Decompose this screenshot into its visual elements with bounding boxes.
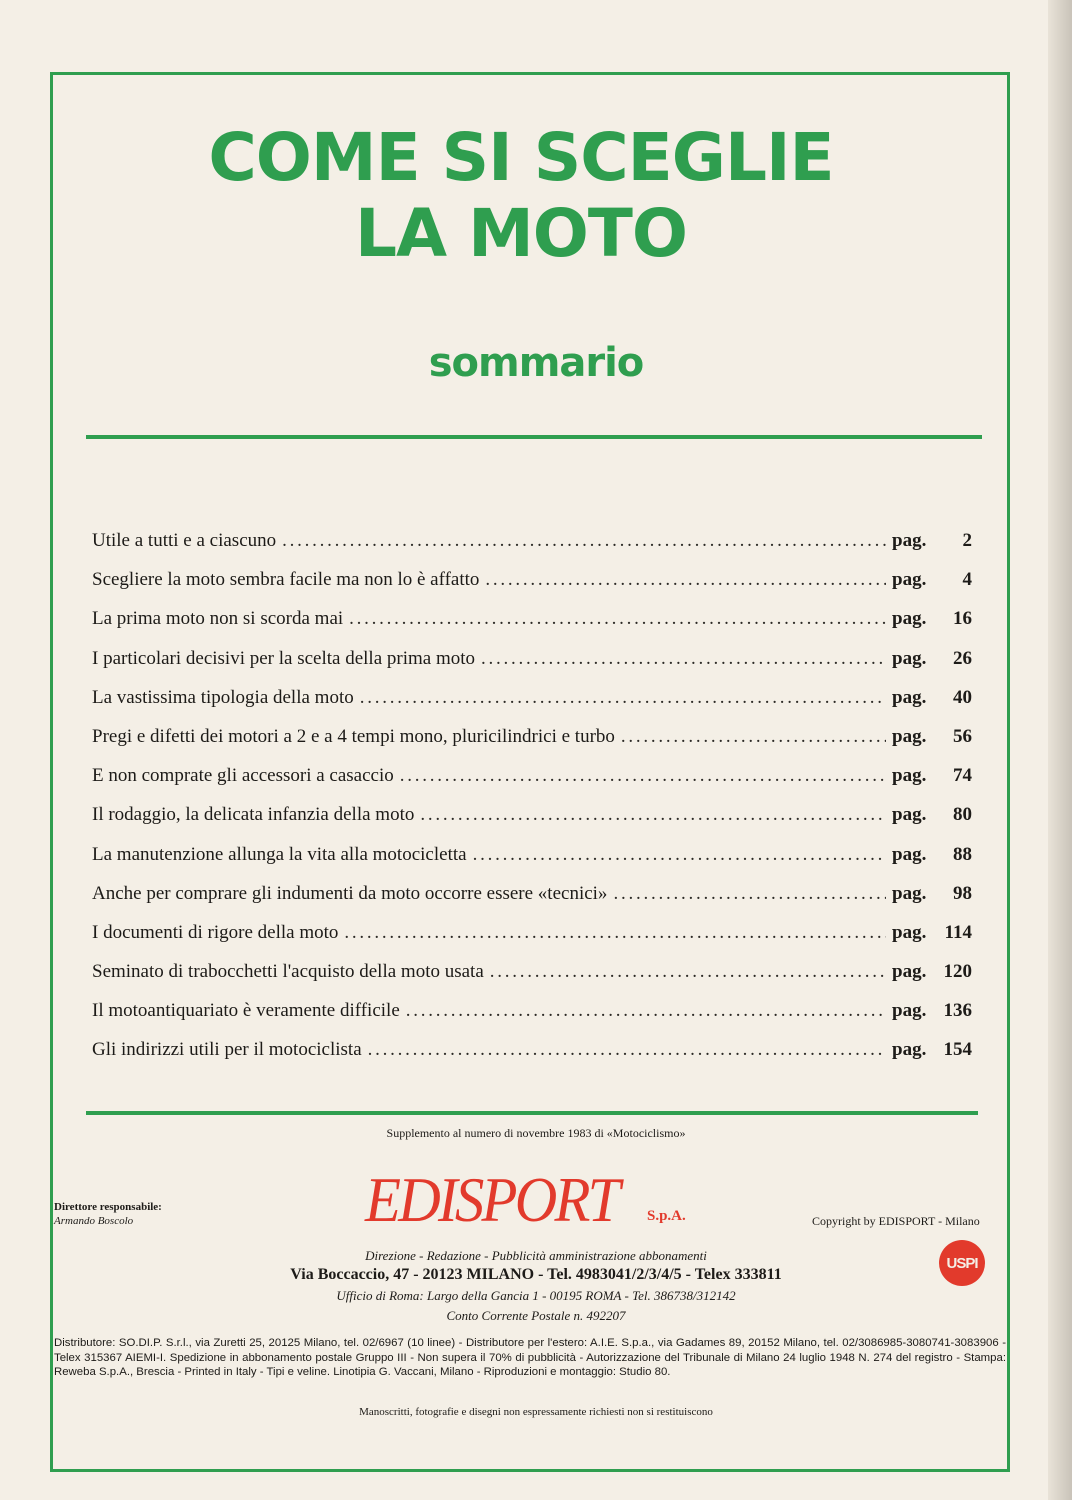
toc-leader-dots <box>613 883 886 905</box>
logo-suffix: S.p.A. <box>647 1208 686 1224</box>
toc-leader-dots <box>349 608 886 630</box>
toc-entry <box>92 1000 972 1039</box>
address-line-2: Via Boccaccio, 47 - 20123 MILANO - Tel. 4983041/2/3/4/5 - Telex 333811 <box>290 1266 782 1283</box>
toc-entry-title: I documenti di rigore della moto <box>92 921 339 943</box>
divider-top <box>86 435 982 439</box>
footer-note: Manoscritti, fotografie e disegni non espressamente richiesti non si restituiscono <box>359 1406 713 1418</box>
title-line-1: COME SI SCEGLIE <box>208 119 834 196</box>
toc-entry <box>92 883 972 922</box>
toc-entry <box>92 569 972 608</box>
toc-page-number: 2 <box>962 530 972 551</box>
distribution-info: Distributore: SO.DI.P. S.r.l., via Zuretti 25, 20125 Milano, tel. 02/6967 (10 linee) - Distributore per l'estero: A.I.E. S.p.a., via Gadames 89, 20152 Milano, tel. 02/3086985-3080741-3083906 - Telex 315367 AIEMI-I. Spedizione in abbonamento postale Gruppo III - Non supera il 70% di pubblicità - Autorizzazione del Tribunale di Milano 24 luglio 1948 N. 274 del registro - Stampa: Reweba S.p.A., Brescia - Printed in Italy - Tipi e veline. Linotipia G. Vaccani, Milano - Riproduzioni e montaggio: Studio 80. <box>54 1337 1006 1378</box>
toc-leader-dots <box>473 844 886 866</box>
toc-leader-dots <box>400 765 886 787</box>
section-heading: sommario <box>428 340 644 386</box>
divider-bottom <box>86 1111 978 1115</box>
director-name: Armando Boscolo <box>54 1215 134 1227</box>
toc-leader-dots <box>621 726 886 748</box>
toc-page-number: 26 <box>953 647 972 669</box>
toc-page-number: 4 <box>962 569 972 591</box>
toc-leader-dots <box>344 922 886 944</box>
toc-entry <box>92 530 972 569</box>
toc-entry-title: Scegliere la moto sembra facile ma non lo è affatto <box>92 569 480 591</box>
toc-entry <box>92 648 972 687</box>
toc-pag-label: pag. <box>892 1000 927 1022</box>
toc-pag-label: pag. <box>892 569 927 591</box>
toc-page-number: 16 <box>953 608 972 630</box>
toc-pag-label: pag. <box>892 530 927 551</box>
toc-leader-dots <box>282 530 886 552</box>
toc-entry <box>92 608 972 647</box>
uspi-badge-icon: USPI <box>939 1240 985 1286</box>
toc-pag-label: pag. <box>892 961 927 983</box>
toc-leader-dots <box>420 804 886 826</box>
toc-page-number: 74 <box>953 765 972 787</box>
page-title <box>0 120 1072 272</box>
title-line-2: LA MOTO <box>354 195 688 272</box>
toc-entry <box>92 961 972 1000</box>
toc-entry-title: E non comprate gli accessori a casaccio <box>92 765 394 787</box>
copyright-text: Copyright by EDISPORT - Milano <box>812 1214 980 1228</box>
toc-leader-dots <box>481 648 886 670</box>
toc-pag-label: pag. <box>892 765 927 787</box>
toc-entry-title: Gli indirizzi utili per il motociclista <box>92 1039 362 1061</box>
address-line-4: Conto Corrente Postale n. 492207 <box>446 1308 626 1323</box>
toc-page-number: 88 <box>953 843 972 865</box>
toc-page-number: 114 <box>944 921 972 943</box>
toc-pag-label: pag. <box>892 921 927 943</box>
toc-entry-title: Pregi e difetti dei motori a 2 e a 4 tempi mono, pluricilindrici e turbo <box>92 725 615 747</box>
director-label: Direttore responsabile: <box>54 1201 162 1213</box>
toc-leader-dots <box>368 1039 886 1061</box>
toc-pag-label: pag. <box>892 882 927 904</box>
toc-page-number: 136 <box>943 1000 972 1022</box>
toc-entry <box>92 726 972 765</box>
toc-pag-label: pag. <box>892 608 927 630</box>
toc-entry <box>92 804 972 843</box>
toc-entry-title: Il motoantiquariato è veramente difficile <box>92 1000 400 1022</box>
toc-entry <box>92 1039 972 1078</box>
toc-page-number: 56 <box>953 725 972 747</box>
toc-entry <box>92 687 972 726</box>
supplement-note: Supplemento al numero di novembre 1983 di «Motociclismo» <box>386 1126 686 1140</box>
toc-entry-title: Utile a tutti e a ciascuno <box>92 530 277 551</box>
toc-entry <box>92 765 972 804</box>
toc-page-number: 98 <box>953 882 972 904</box>
toc-entry-title: Seminato di trabocchetti l'acquisto della moto usata <box>92 961 484 983</box>
director-block <box>54 1200 162 1228</box>
toc-entry-title: Il rodaggio, la delicata infanzia della moto <box>92 804 415 826</box>
edisport-logo: EDISPORT <box>365 1164 618 1235</box>
address-line-1: Direzione - Redazione - Pubblicità amministrazione abbonamenti <box>365 1248 707 1263</box>
toc-pag-label: pag. <box>892 647 927 669</box>
toc-entry-title: La vastissima tipologia della moto <box>92 686 354 708</box>
toc-pag-label: pag. <box>892 1039 927 1061</box>
toc-entry-title: La manutenzione allunga la vita alla motocicletta <box>92 843 467 865</box>
toc-page-number: 80 <box>953 804 972 826</box>
toc-leader-dots <box>360 687 886 709</box>
toc-entry-title: La prima moto non si scorda mai <box>92 608 344 630</box>
toc-page-number: 154 <box>943 1039 972 1061</box>
toc-page-number: 40 <box>953 686 972 708</box>
toc-pag-label: pag. <box>892 686 927 708</box>
toc-entry-title: Anche per comprare gli indumenti da moto occorre essere «tecnici» <box>92 882 608 904</box>
toc-leader-dots <box>490 961 886 983</box>
toc-pag-label: pag. <box>892 843 927 865</box>
toc-leader-dots <box>406 1000 886 1022</box>
toc-leader-dots <box>485 569 886 591</box>
toc-entry-title: I particolari decisivi per la scelta della prima moto <box>92 647 476 669</box>
toc-page-number: 120 <box>943 961 972 983</box>
toc-entry <box>92 922 972 961</box>
toc-pag-label: pag. <box>892 725 927 747</box>
toc-entry <box>92 844 972 883</box>
table-of-contents <box>92 530 972 1079</box>
address-line-3: Ufficio di Roma: Largo della Gancia 1 - 00195 ROMA - Tel. 386738/312142 <box>336 1288 736 1303</box>
toc-pag-label: pag. <box>892 804 927 826</box>
